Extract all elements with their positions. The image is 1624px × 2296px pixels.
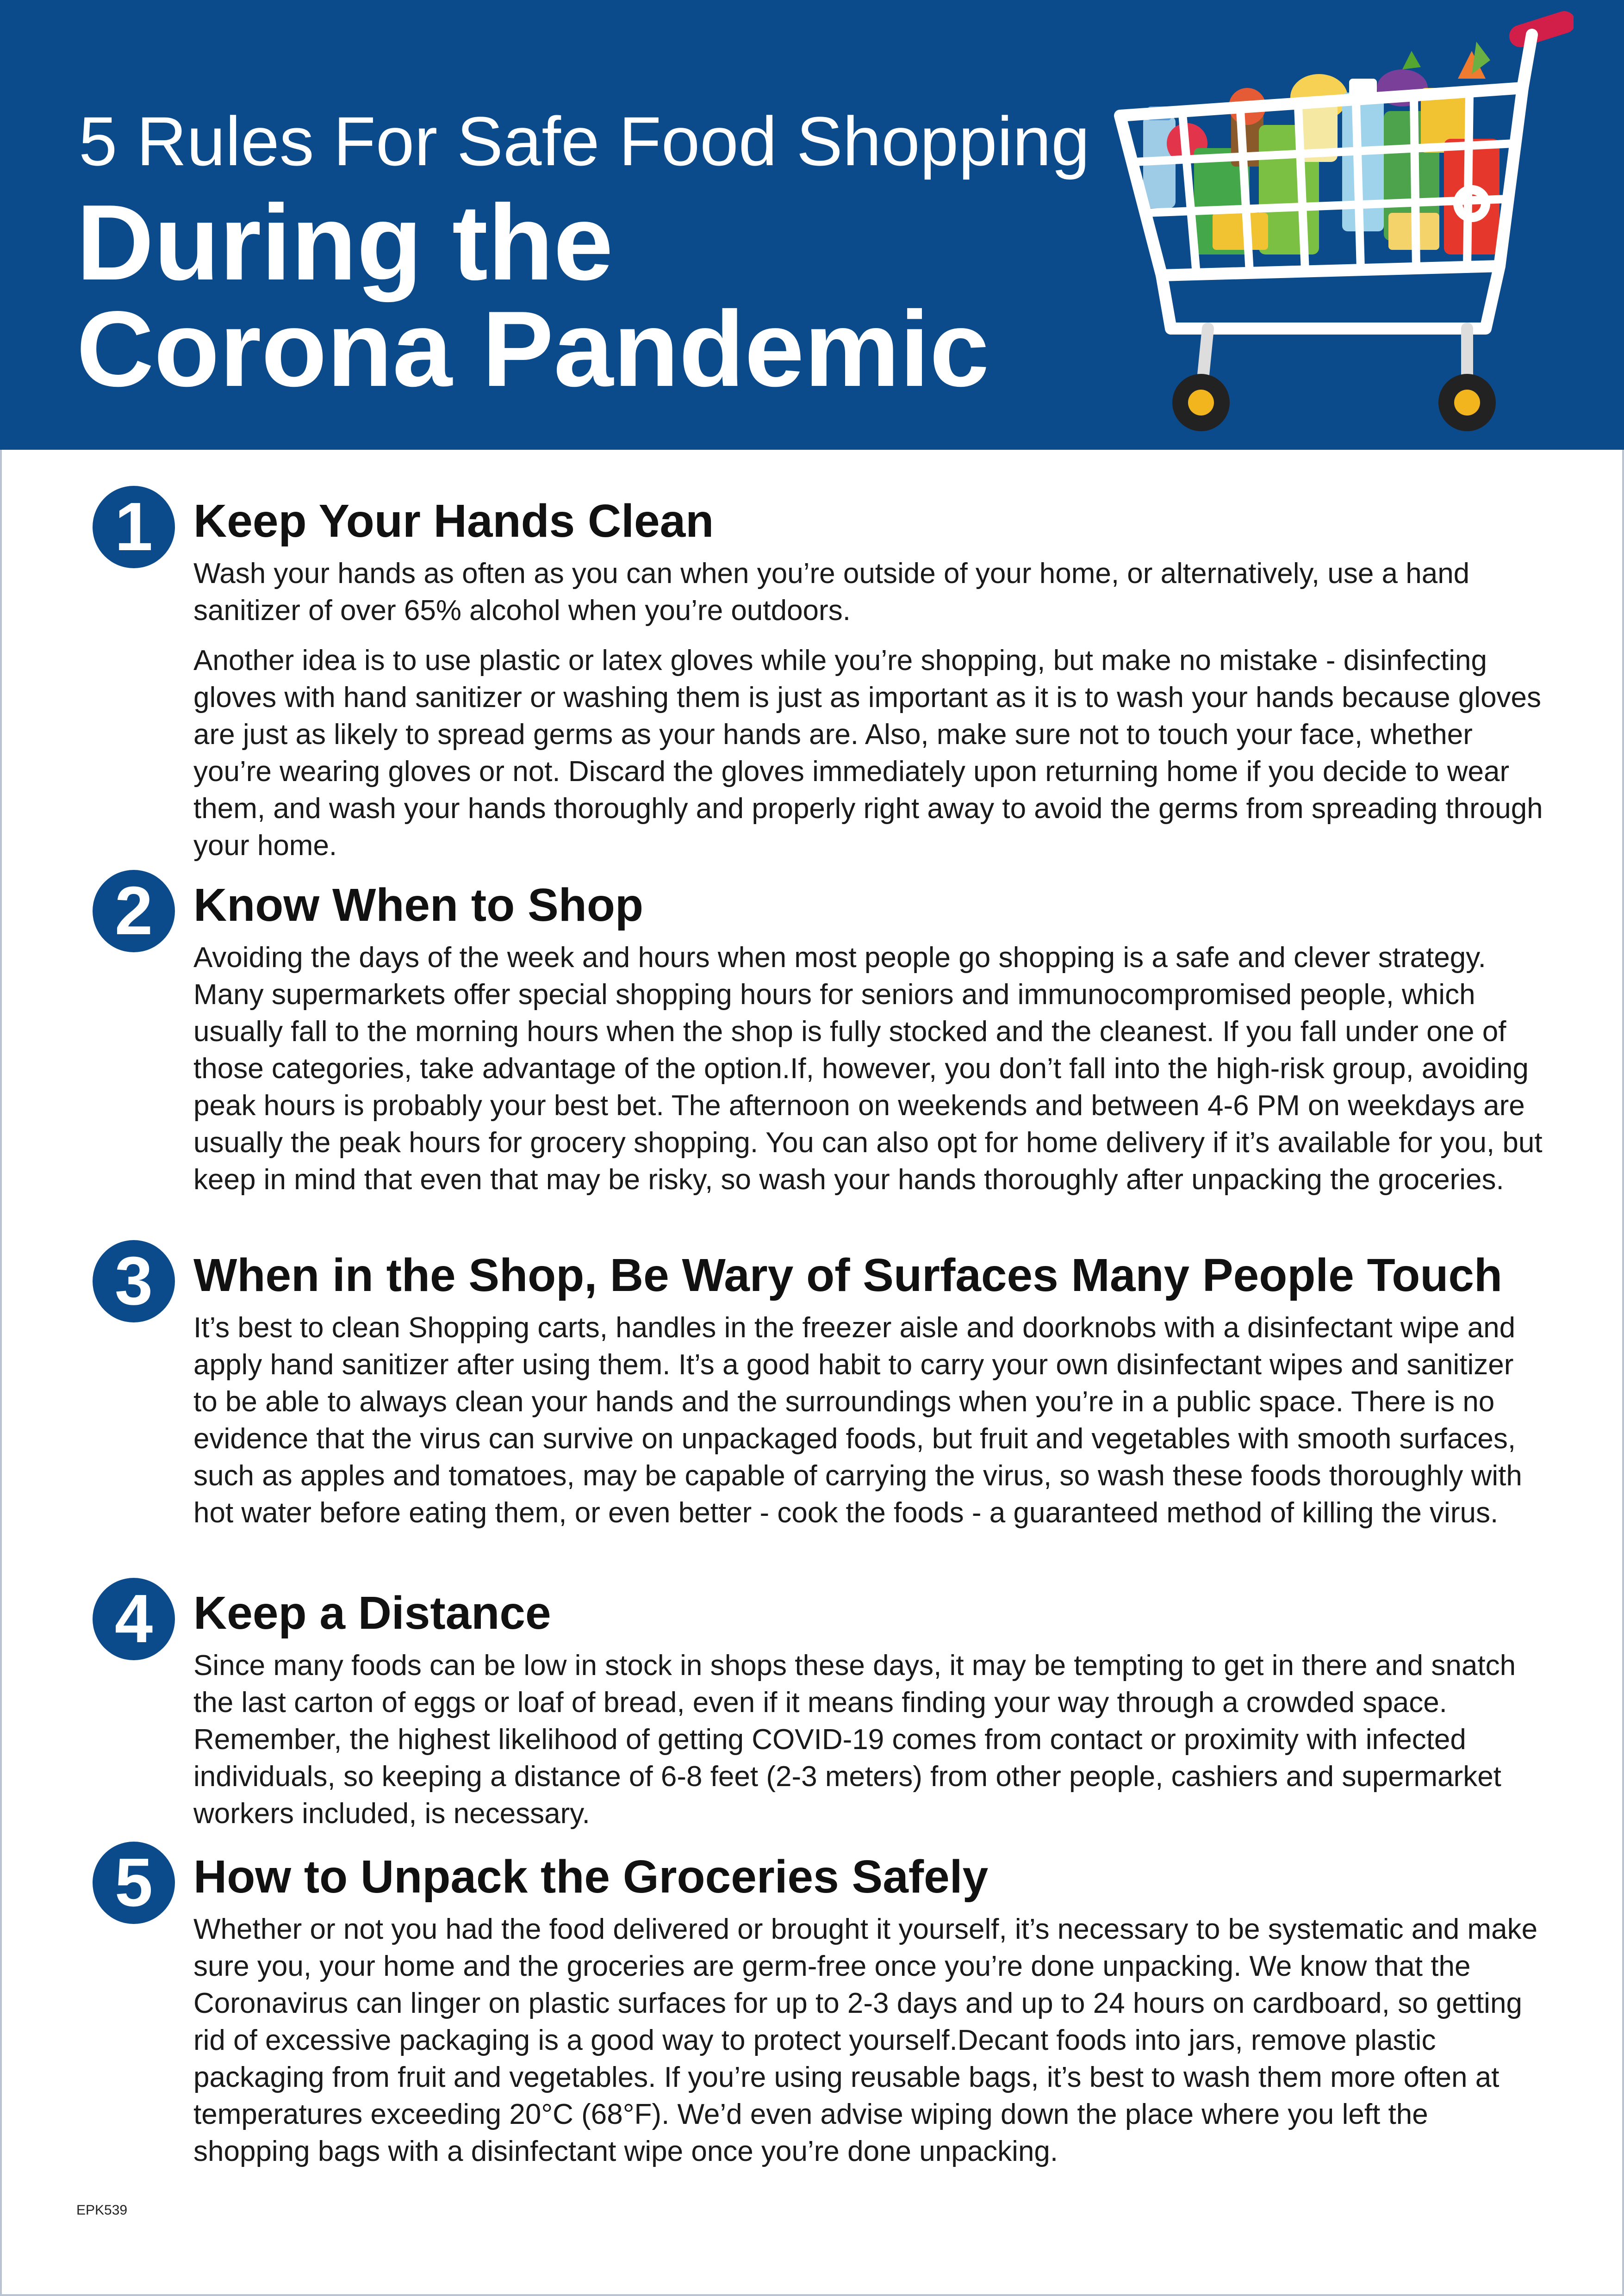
rule-number-badge: 4 — [93, 1578, 175, 1660]
title-line-2: During the — [76, 183, 613, 303]
title-main — [76, 183, 989, 409]
rule-number-badge: 3 — [93, 1240, 175, 1322]
rule-body — [193, 1911, 1545, 2183]
rule-body — [193, 1647, 1545, 1845]
shopping-cart-icon — [1101, 9, 1574, 444]
rule-title: Keep a Distance — [193, 1587, 551, 1639]
rule-paragraph: Another idea is to use plastic or latex gloves while you’re shopping, but make no mistake - disinfecting gloves with hand sanitizer or washing them is just as important as it is to wash your hands because gloves are just as likely to spread germs as your hands are. Also, make sure not to touch your face, whether you’re wearing gloves or not. Discard the gloves immediately upon returning home if you decide to wear them, and wash your hands thoroughly and properly right away to avoid the germs from spreading through your home. — [193, 645, 1543, 862]
rule-number-badge: 5 — [93, 1842, 175, 1924]
rule-title: Know When to Shop — [193, 879, 644, 931]
rule-body — [193, 939, 1545, 1211]
title-line-3: Corona Pandemic — [76, 289, 989, 409]
title-line-1: 5 Rules For Safe Food Shopping — [79, 102, 1090, 180]
rule-body — [193, 555, 1545, 877]
rule-title: How to Unpack the Groceries Safely — [193, 1851, 989, 1903]
rule-paragraph: Avoiding the days of the week and hours when most people go shopping is a safe and clever strategy. Many supermarkets offer special shopping hours for seniors and immunocompromised people, which usually fall to the morning hours when the shop is fully stocked and the cleanest. If you fall under one of those categories, take advantage of the option.If, however, you don’t fall into the high-risk group, avoiding peak hours is probably your best bet. The afternoon on weekends and between 4-6 PM on weekdays are usually the peak hours for grocery shopping. You can also opt for home delivery if it’s available for you, but keep in mind that even that may be risky, so wash your hands thoroughly after unpacking the groceries. — [193, 942, 1543, 1196]
rule-paragraph: It’s best to clean Shopping carts, handles in the freezer aisle and doorknobs with a disinfectant wipe and apply hand sanitizer after using them. It’s a good habit to carry your own disinfectant wipes and sanitizer to be able to always clean your hands and the surroundings when you’re in a public space. There is no evidence that the virus can survive on unpackaged foods, but fruit and vegetables with smooth surfaces, such as apples and tomatoes, may be capable of carrying the virus, so wash these foods thoroughly with hot water before eating them, or even better - cook the foods - a guaranteed method of killing the virus. — [193, 1312, 1522, 1529]
rule-number-badge: 2 — [93, 870, 175, 952]
rule-body — [193, 1309, 1545, 1545]
product-code: EPK539 — [76, 2203, 128, 2218]
rule-paragraph: Since many foods can be low in stock in shops these days, it may be tempting to get in there and snatch the last carton of eggs or loaf of bread, even if it means finding your way through a crowded space. Remember, the highest likelihood of getting COVID-19 comes from contact or proximity with infected individuals, so keeping a distance of 6-8 feet (2-3 meters) from other people, cashiers and supermarket workers included, is necessary. — [193, 1650, 1516, 1830]
header-banner — [0, 0, 1624, 450]
rule-paragraph: Whether or not you had the food delivered or brought it yourself, it’s necessary to be systematic and make sure you, your home and the groceries are germ-free once you’re done unpacking. We know that the Coronavirus can linger on plastic surfaces for up to 2-3 days and up to 24 hours on cardboard, so getting rid of excessive packaging is a good way to protect yourself.Decant foods into jars, remove plastic packaging from fruit and vegetables. If you’re using reusable bags, it’s best to wash them more often at temperatures exceeding 20°C (68°F). We’d even advise wiping down the place where you left the shopping bags with a disinfectant wipe once you’re done unpacking. — [193, 1913, 1538, 2167]
rule-paragraph: Wash your hands as often as you can when you’re outside of your home, or alternatively, use a hand sanitizer of over 65% alcohol when you’re outdoors. — [193, 558, 1470, 627]
rule-title: Keep Your Hands Clean — [193, 495, 714, 547]
rule-number-badge: 1 — [93, 486, 175, 568]
rule-title: When in the Shop, Be Wary of Surfaces Many People Touch — [193, 1249, 1503, 1301]
